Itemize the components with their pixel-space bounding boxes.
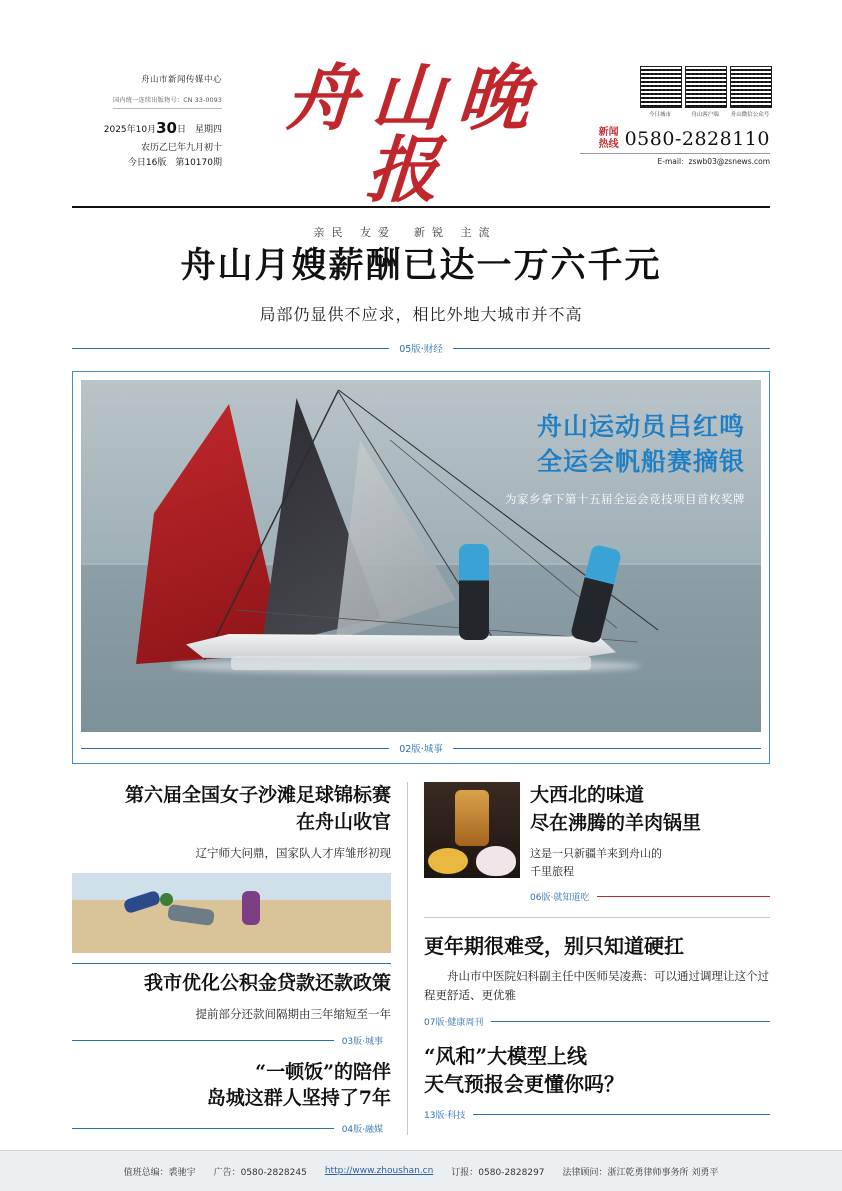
hotline-number: 0580-2828110 xyxy=(624,127,770,150)
masthead-right-info xyxy=(580,62,770,167)
lead-headline: 舟山月嫂薪酬已达一万六千元 xyxy=(180,245,662,286)
rule-left xyxy=(72,348,389,349)
housing-fund-subhead: 提前部分还款间隔期由三年缩短至一年 xyxy=(195,1007,392,1022)
issue-info: 今日16版 第10170期 xyxy=(127,157,222,168)
page-footer xyxy=(0,1150,842,1191)
story-meal-companionship[interactable] xyxy=(72,1059,391,1135)
rule-right xyxy=(473,1114,770,1115)
housing-fund-ref-label: 03版·城事 xyxy=(341,1036,384,1047)
rule-right xyxy=(597,896,770,897)
yellow-plate xyxy=(428,848,468,874)
left-column xyxy=(72,782,407,1135)
soccer-ball xyxy=(160,893,173,906)
qr-caption: 舟山微信公众号 xyxy=(730,112,770,118)
housing-fund-headline: 我市优化公积金贷款还款政策 xyxy=(144,971,392,994)
hero-caption: 为家乡拿下第十五届全运会竞技项目首枚奖牌 xyxy=(505,492,745,506)
white-bowl xyxy=(476,846,516,876)
player-figure xyxy=(242,891,260,925)
beach-soccer-photo xyxy=(72,873,391,953)
masthead-left-info xyxy=(72,62,230,170)
lamb-page-reference[interactable] xyxy=(424,890,770,903)
menopause-ref-label: 07版·健康周刊 xyxy=(424,1018,484,1029)
masthead xyxy=(72,0,770,239)
player-figure xyxy=(167,903,215,925)
weather-headline-line1: “风和”大模型上线 xyxy=(424,1044,588,1069)
lamb-hotpot-photo xyxy=(424,782,520,878)
meal-page-reference[interactable] xyxy=(72,1122,391,1135)
lunar-date: 农历乙巳年九月初十 xyxy=(140,142,222,153)
left-divider-1 xyxy=(72,963,391,964)
right-divider-1 xyxy=(424,917,770,918)
qr-caption: 今日城市 xyxy=(648,112,671,118)
rule-left xyxy=(81,748,389,749)
qr-code-row xyxy=(580,66,770,118)
meal-ref-label: 04版·融媒 xyxy=(341,1124,384,1135)
rule-right xyxy=(491,1021,770,1022)
player-figure xyxy=(123,889,162,913)
date-suffix: 日 星期四 xyxy=(176,125,222,136)
news-hotline xyxy=(580,127,770,150)
menopause-headline: 更年期很难受，别只知道硬扛 xyxy=(424,934,685,959)
qr-caption: 舟山客户端 xyxy=(691,112,719,118)
lamb-ref-label: 06版·就知道吃 xyxy=(530,893,590,904)
hero-page-ref-label: 02版·城事 xyxy=(399,744,443,755)
weather-headline-line2: 天气预报会更懂你吗？ xyxy=(424,1072,625,1097)
lead-page-ref-label: 05版·财经 xyxy=(399,344,443,355)
story-weather-model[interactable] xyxy=(424,1042,770,1121)
footer-subscribe: 订报：0580-2828297 xyxy=(451,1167,545,1178)
newspaper-slogan: 亲民 友爱 新锐 主流 xyxy=(313,226,497,239)
menopause-subhead: 舟山市中医院妇科副主任中医师吴凌燕：可以通过调理让这个过程更舒适、更优雅 xyxy=(424,969,770,1003)
qr-item[interactable] xyxy=(685,66,725,118)
rule-right xyxy=(453,348,770,349)
boat-deck xyxy=(231,656,591,670)
beach-soccer-headline-line1: 第六届全国女子沙滩足球锦标赛 xyxy=(125,784,392,806)
meal-headline-line2: 岛城这群人坚持了7年 xyxy=(206,1087,392,1110)
qr-item[interactable] xyxy=(730,66,770,118)
qr-code-icon xyxy=(640,66,682,108)
rule-left xyxy=(72,1128,334,1129)
right-column xyxy=(407,782,770,1135)
menopause-page-reference[interactable] xyxy=(424,1015,770,1028)
footer-legal: 法律顾问：浙江乾勇律师事务所 刘勇平 xyxy=(562,1167,719,1178)
weather-page-reference[interactable] xyxy=(424,1108,770,1121)
lamb-headline-line1: 大西北的味道 xyxy=(530,784,645,806)
publication-license: 国内统一连续出版物号：CN 33-0093 xyxy=(113,96,222,109)
story-beach-soccer[interactable] xyxy=(72,782,391,953)
date-prefix: 2025年10月 xyxy=(103,125,157,136)
lamb-skewer xyxy=(455,790,489,846)
lead-subhead: 局部仍显供不应求，相比外地大城市并不高 xyxy=(259,305,583,324)
lamb-headline-line2: 尽在沸腾的羊肉锅里 xyxy=(530,811,702,834)
hero-page-reference[interactable] xyxy=(81,741,761,755)
story-menopause[interactable] xyxy=(424,932,770,1028)
hero-story[interactable] xyxy=(72,371,770,764)
hotline-label-line2: 热线 xyxy=(598,138,619,150)
lamb-subhead-line1: 这是一只新疆羊来到舟山的 xyxy=(530,847,663,861)
hero-photo xyxy=(81,380,761,732)
footer-ads: 广告：0580-2828245 xyxy=(213,1167,307,1178)
rule-right xyxy=(453,748,761,749)
hero-headline-block xyxy=(505,410,745,507)
email-address: E-mail：zswb03@zsnews.com xyxy=(580,153,770,167)
newspaper-title: 舟山晚报 xyxy=(282,55,547,212)
lamb-subhead-line2: 千里旅程 xyxy=(530,864,575,878)
sailor-standing xyxy=(459,544,489,640)
qr-code-icon xyxy=(730,66,772,108)
hero-headline-line1: 舟山运动员吕红鸣 xyxy=(536,412,745,441)
publisher-name: 舟山市新闻传媒中心 xyxy=(140,75,222,85)
bottom-story-grid xyxy=(72,782,770,1135)
footer-editor: 值班总编：裘驰宇 xyxy=(123,1167,196,1178)
qr-item[interactable] xyxy=(640,66,680,118)
footer-website-link[interactable]: http://www.zhoushan.cn xyxy=(324,1166,434,1176)
beach-soccer-subhead: 辽宁师大问鼎，国家队人才库雏形初现 xyxy=(195,846,392,861)
beach-soccer-headline-line2: 在舟山收官 xyxy=(296,810,392,833)
masthead-center xyxy=(230,55,580,240)
story-lamb-hotpot[interactable] xyxy=(424,782,770,880)
date-day: 30 xyxy=(156,119,177,138)
dateline xyxy=(72,116,222,170)
hero-headline-line2: 全运会帆船赛摘银 xyxy=(536,446,745,476)
story-housing-fund[interactable] xyxy=(72,970,391,1047)
housing-fund-page-reference[interactable] xyxy=(72,1034,391,1047)
qr-code-icon xyxy=(685,66,727,108)
rule xyxy=(72,963,391,964)
hotline-label-line1: 新闻 xyxy=(598,127,619,138)
rule-left xyxy=(72,1040,334,1041)
lead-page-reference[interactable] xyxy=(72,341,770,355)
weather-ref-label: 13版·科技 xyxy=(424,1111,466,1122)
meal-headline-line1: “一顿饭”的陪伴 xyxy=(255,1060,392,1083)
